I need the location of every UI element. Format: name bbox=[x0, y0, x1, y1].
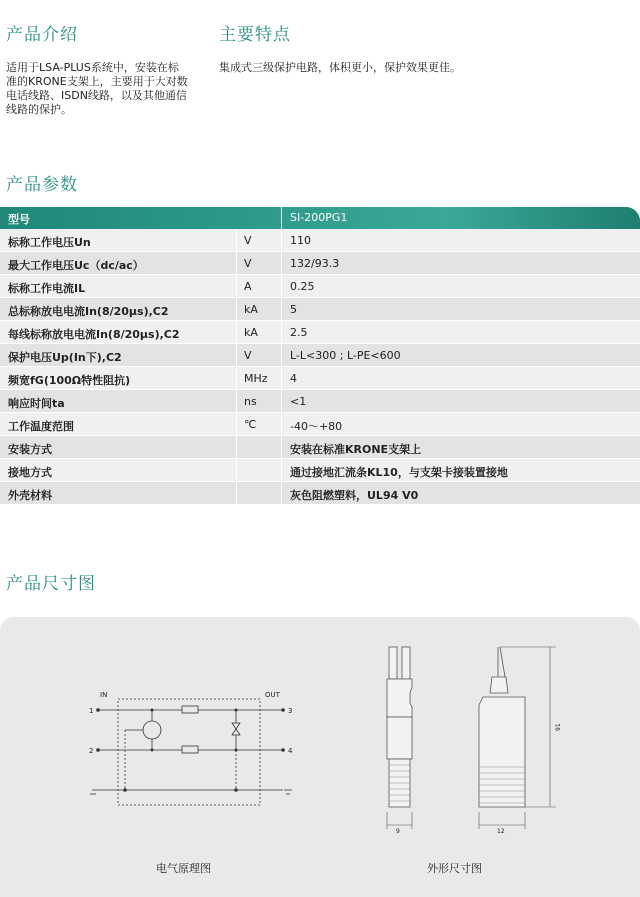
dimensions-panel bbox=[0, 617, 640, 897]
param-value: L-L<300 ; L-PE<600 bbox=[290, 349, 401, 362]
resistor-1 bbox=[182, 706, 198, 713]
param-name: 频宽fG(100Ω特性阻抗) bbox=[8, 374, 131, 387]
side-width-label: 9 bbox=[396, 828, 400, 835]
outline-side-view bbox=[387, 647, 412, 807]
table-row bbox=[0, 229, 640, 252]
param-value: <1 bbox=[290, 395, 307, 408]
table-row bbox=[0, 390, 640, 413]
table-row bbox=[0, 344, 640, 367]
table-row bbox=[0, 298, 640, 321]
intro-text bbox=[6, 61, 206, 117]
param-unit: A bbox=[244, 280, 252, 293]
header-model-label: 型号 bbox=[8, 213, 30, 226]
param-value: -40～+80 bbox=[290, 420, 343, 433]
param-name: 标称工作电压Un bbox=[8, 236, 91, 249]
table-row bbox=[0, 321, 640, 344]
table-row bbox=[0, 252, 640, 275]
circuit-caption: 电气原理图 bbox=[156, 862, 211, 875]
param-unit: ℃ bbox=[244, 418, 257, 431]
terminal-4: 4 bbox=[288, 747, 293, 755]
resistor-2 bbox=[182, 746, 198, 753]
outline-caption: 外形尺寸图 bbox=[427, 862, 482, 875]
param-unit: V bbox=[244, 257, 252, 270]
param-value: 安装在标准KRONE支架上 bbox=[290, 443, 422, 456]
spec-table bbox=[0, 207, 640, 505]
table-row bbox=[0, 482, 640, 505]
param-name: 工作温度范围 bbox=[8, 420, 74, 433]
circuit-in-label: IN bbox=[100, 691, 108, 699]
param-name: 最大工作电压Uc（dc/ac） bbox=[8, 259, 144, 272]
table-row bbox=[0, 459, 640, 482]
param-name: 响应时间ta bbox=[8, 397, 65, 410]
circuit-diagram bbox=[0, 617, 640, 897]
param-value: 通过接地汇流条KL10，与支架卡接装置接地 bbox=[290, 466, 508, 479]
dimensions-title: 产品尺寸图 bbox=[6, 574, 96, 594]
features-text: 集成式三级保护电路，体积更小，保护效果更佳。 bbox=[219, 61, 461, 74]
terminal-1: 1 bbox=[89, 707, 94, 715]
table-row bbox=[0, 436, 640, 459]
param-name: 总标称放电电流In(8/20μs),C2 bbox=[8, 305, 169, 318]
gas-discharge-tube bbox=[143, 721, 161, 739]
intro-line: 准的KRONE支架上，主要用于大对数 bbox=[6, 75, 188, 88]
param-value: 灰色阻燃塑料，UL94 V0 bbox=[290, 489, 419, 502]
header-model-value: SI-200PG1 bbox=[290, 211, 348, 224]
terminal-2: 2 bbox=[89, 747, 94, 755]
param-value: 2.5 bbox=[290, 326, 308, 339]
param-value: 4 bbox=[290, 372, 297, 385]
features-title: 主要特点 bbox=[219, 25, 291, 45]
param-name: 保护电压Up(In下),C2 bbox=[8, 351, 122, 364]
param-value: 0.25 bbox=[290, 280, 315, 293]
intro-line: 线路的保护。 bbox=[6, 103, 72, 116]
param-name: 外壳材料 bbox=[8, 489, 52, 502]
param-name: 安装方式 bbox=[8, 443, 52, 456]
table-row bbox=[0, 367, 640, 390]
outline-front-view bbox=[479, 647, 525, 807]
tvs-diode bbox=[232, 723, 240, 729]
params-title: 产品参数 bbox=[6, 175, 78, 195]
table-row bbox=[0, 275, 640, 298]
param-value: 132/93.3 bbox=[290, 257, 340, 270]
param-name: 标称工作电流IL bbox=[8, 282, 86, 295]
param-unit: MHz bbox=[244, 372, 268, 385]
param-unit: ns bbox=[244, 395, 257, 408]
param-name: 每线标称放电电流In(8/20μs),C2 bbox=[8, 328, 180, 341]
height-label: 91 bbox=[555, 723, 562, 731]
intro-line: 电话线路、ISDN线路，以及其他通信 bbox=[6, 89, 187, 102]
param-name: 接地方式 bbox=[8, 466, 52, 479]
intro-line: 适用于LSA-PLUS系统中，安装在标 bbox=[6, 61, 179, 74]
spec-table-header bbox=[0, 207, 640, 229]
param-unit: V bbox=[244, 234, 252, 247]
terminal-3: 3 bbox=[288, 707, 293, 715]
param-value: 110 bbox=[290, 234, 311, 247]
param-unit: kA bbox=[244, 303, 258, 316]
table-row bbox=[0, 413, 640, 436]
param-unit: V bbox=[244, 349, 252, 362]
param-value: 5 bbox=[290, 303, 297, 316]
circuit-out-label: OUT bbox=[265, 691, 280, 699]
intro-title: 产品介绍 bbox=[6, 25, 78, 45]
front-width-label: 12 bbox=[497, 828, 505, 835]
param-unit: kA bbox=[244, 326, 258, 339]
